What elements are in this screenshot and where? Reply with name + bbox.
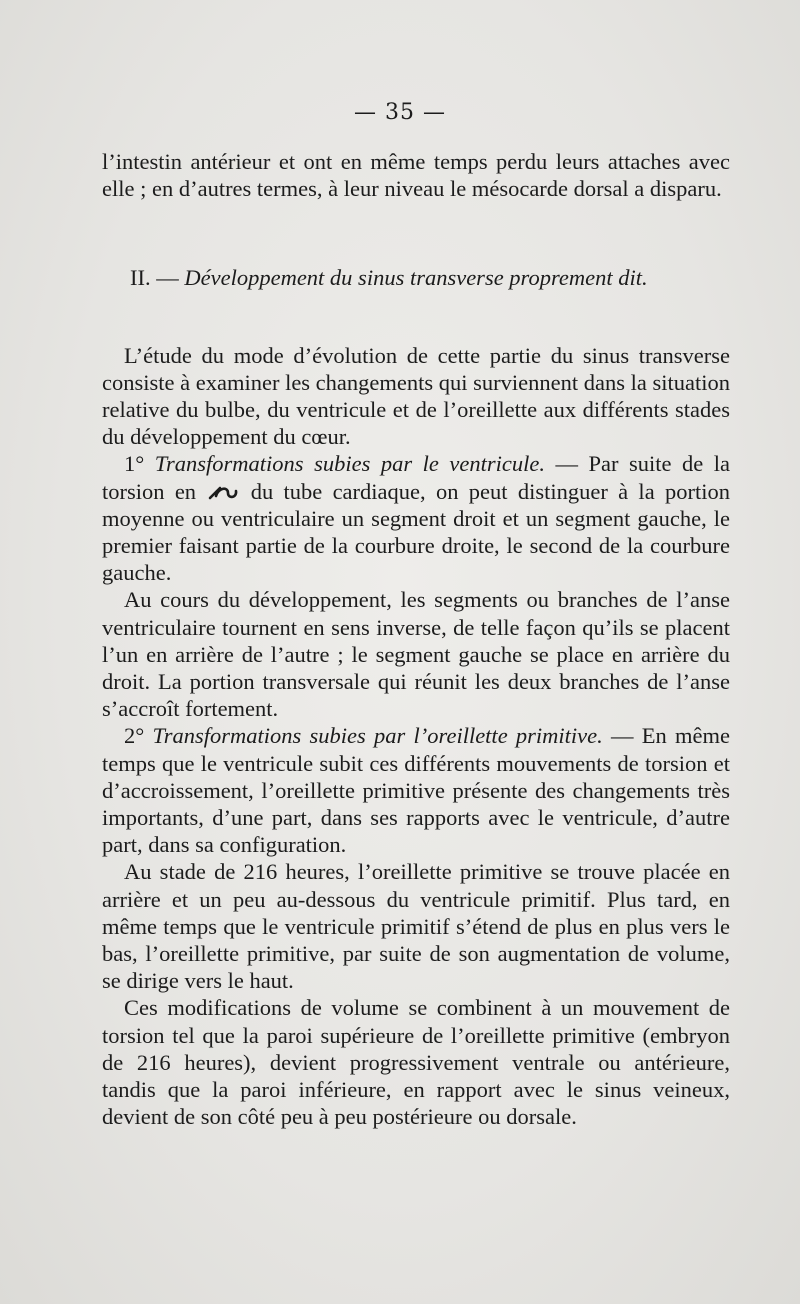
section-title: Développement du sinus transverse proprement dit. <box>184 265 648 291</box>
section-heading <box>102 264 730 291</box>
paragraph-5-rest: — En même temps que le ventricule subit ces différents mouvements de torsion et d’accroissement, l’oreillette primitive présente des changements très importants, d’une part, dans ses rapports avec le ventricule, d’autre part, dans sa configuration. <box>102 723 730 858</box>
subsection-title-1: Transformations subies par le ventricule. <box>154 451 545 477</box>
subsection-number-2: 2° <box>124 723 153 749</box>
subsection-title-2: Transformations subies par l’oreillette primitive. <box>152 723 603 749</box>
paragraph-1: l’intestin antérieur et ont en même temps perdu leurs attaches avec elle ; en d’autres termes, à leur niveau le mésocarde dorsal a disparu. <box>102 149 730 202</box>
body-text <box>102 148 730 1131</box>
paragraph-3 <box>102 450 730 586</box>
paragraph-3-part-b: du tube cardiaque, on peut distinguer à la portion moyenne ou ventriculaire un segment droit et un segment gauche, le premier faisant partie de la courbure droite, le second de la courbure gauche. <box>102 478 730 586</box>
paragraph-6: Au stade de 216 heures, l’oreillette primitive se trouve placée en arrière et un peu au-dessous du ventricule primitif. Plus tard, en même temps que le ventricule primitif s’étend de plus en plus vers le bas, l’oreillette primitive, par suite de son augmentation de volume, se dirige vers le haut. <box>102 859 730 994</box>
paragraph-7: Ces modifications de volume se combinent à un mouvement de torsion tel que la paroi supérieure de l’oreillette primitive (embryon de 216 heures), devient progressivement ventrale ou antérieure, tandis que la paroi inférieure, en rapport avec le sinus veineux, devient de son côté peu à peu postérieure ou dorsale. <box>102 995 730 1130</box>
page-number: — 35 — <box>354 100 446 125</box>
paragraph-2: L’étude du mode d’évolution de cette partie du sinus transverse consiste à examiner les changements qui surviennent dans la situation relative du bulbe, du ventricule et de l’oreillette aux différents stades du développement du cœur. <box>102 342 730 450</box>
subsection-number-1: 1° <box>124 451 155 477</box>
paragraph-3-part-a: — Par suite de la torsion en <box>102 451 730 504</box>
section-number: II. — <box>130 265 185 291</box>
s-curve-glyph-icon <box>206 484 240 502</box>
paragraph-4: Au cours du développement, les segments ou branches de l’anse ventriculaire tournent en sens inverse, de telle façon qu’ils se placent l’un en arrière de l’autre ; le segment gauche se place en arrière du droit. La portion transversale qui réunit les deux branches de l’anse s’accroît fortement. <box>102 587 730 722</box>
paragraph-5 <box>102 722 730 858</box>
